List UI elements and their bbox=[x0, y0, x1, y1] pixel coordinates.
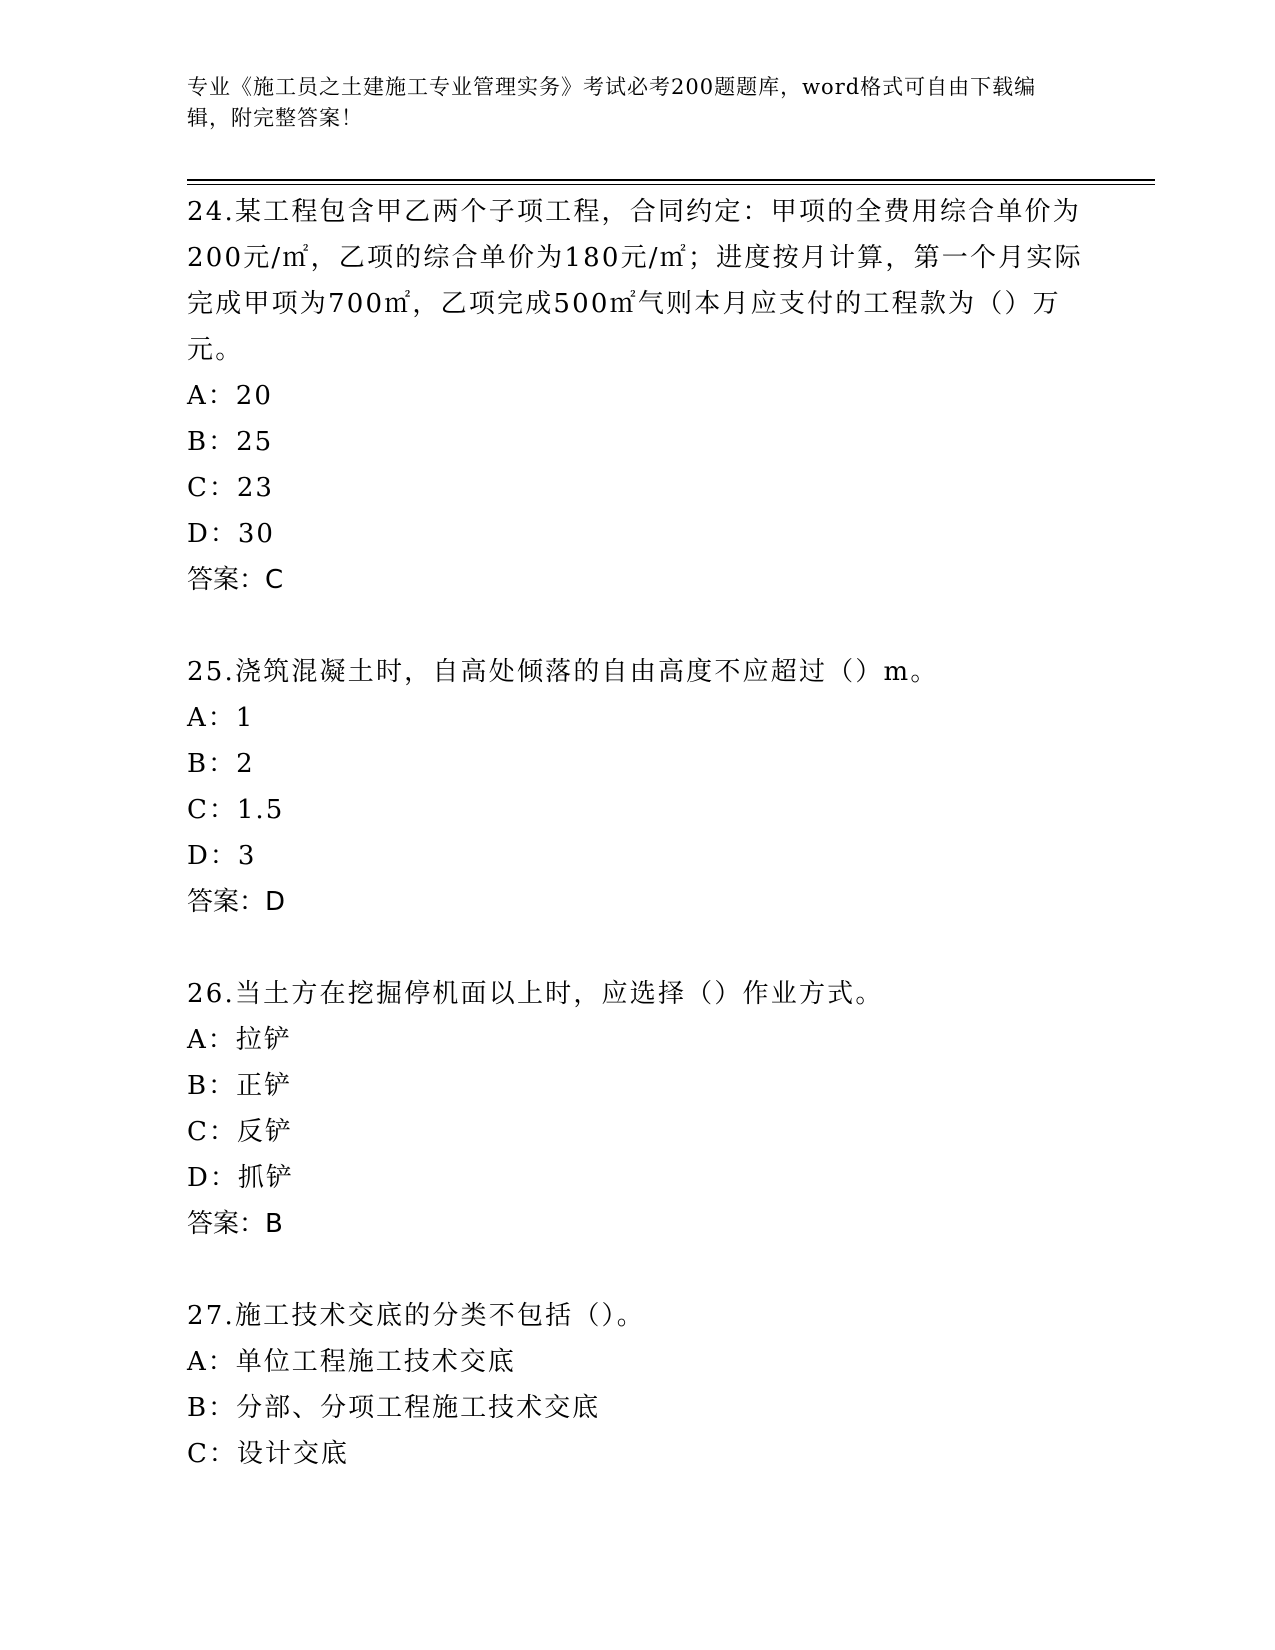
question-stem: 24.某工程包含甲乙两个子项工程，合同约定：甲项的全费用综合单价为200元/㎡，乙项的综合单价为180元/㎡；进度按月计算，第一个月实际完成甲项为700㎡，乙项完成500㎡气则本月应支付的工程款为（）万元。 bbox=[187, 197, 1083, 365]
option-c: C：设计交底 bbox=[187, 1439, 349, 1469]
option-a: A：20 bbox=[187, 381, 273, 411]
option-b: B：分部、分项工程施工技术交底 bbox=[187, 1393, 601, 1423]
option-c: C：23 bbox=[187, 473, 274, 503]
question-24 bbox=[187, 189, 1087, 603]
option-c: C：1.5 bbox=[187, 795, 285, 825]
option-d: D：30 bbox=[187, 519, 275, 549]
header-divider-thick bbox=[187, 179, 1155, 181]
document-header: 专业《施工员之土建施工专业管理实务》考试必考200题题库，word格式可自由下载编辑，附完整答案！ bbox=[187, 75, 1037, 130]
question-stem: 25.浇筑混凝土时，自高处倾落的自由高度不应超过（）m。 bbox=[187, 657, 939, 687]
answer-line: 答案：B bbox=[187, 1209, 283, 1239]
option-b: B：2 bbox=[187, 749, 255, 779]
header-divider-thin bbox=[187, 184, 1155, 185]
option-b: B：正铲 bbox=[187, 1071, 293, 1101]
option-c: C：反铲 bbox=[187, 1117, 293, 1147]
answer-line: 答案：D bbox=[187, 887, 286, 917]
question-list bbox=[187, 189, 1087, 1523]
question-25 bbox=[187, 649, 1087, 925]
answer-line: 答案：C bbox=[187, 565, 284, 595]
option-b: B：25 bbox=[187, 427, 274, 457]
option-a: A：1 bbox=[187, 703, 255, 733]
option-a: A：拉铲 bbox=[187, 1025, 292, 1055]
option-a: A：单位工程施工技术交底 bbox=[187, 1347, 516, 1377]
question-27 bbox=[187, 1293, 1087, 1477]
question-stem: 27.施工技术交底的分类不包括（）。 bbox=[187, 1301, 645, 1331]
question-stem: 26.当土方在挖掘停机面以上时，应选择（）作业方式。 bbox=[187, 979, 884, 1009]
option-d: D：抓铲 bbox=[187, 1163, 294, 1193]
question-26 bbox=[187, 971, 1087, 1247]
option-d: D：3 bbox=[187, 841, 257, 871]
